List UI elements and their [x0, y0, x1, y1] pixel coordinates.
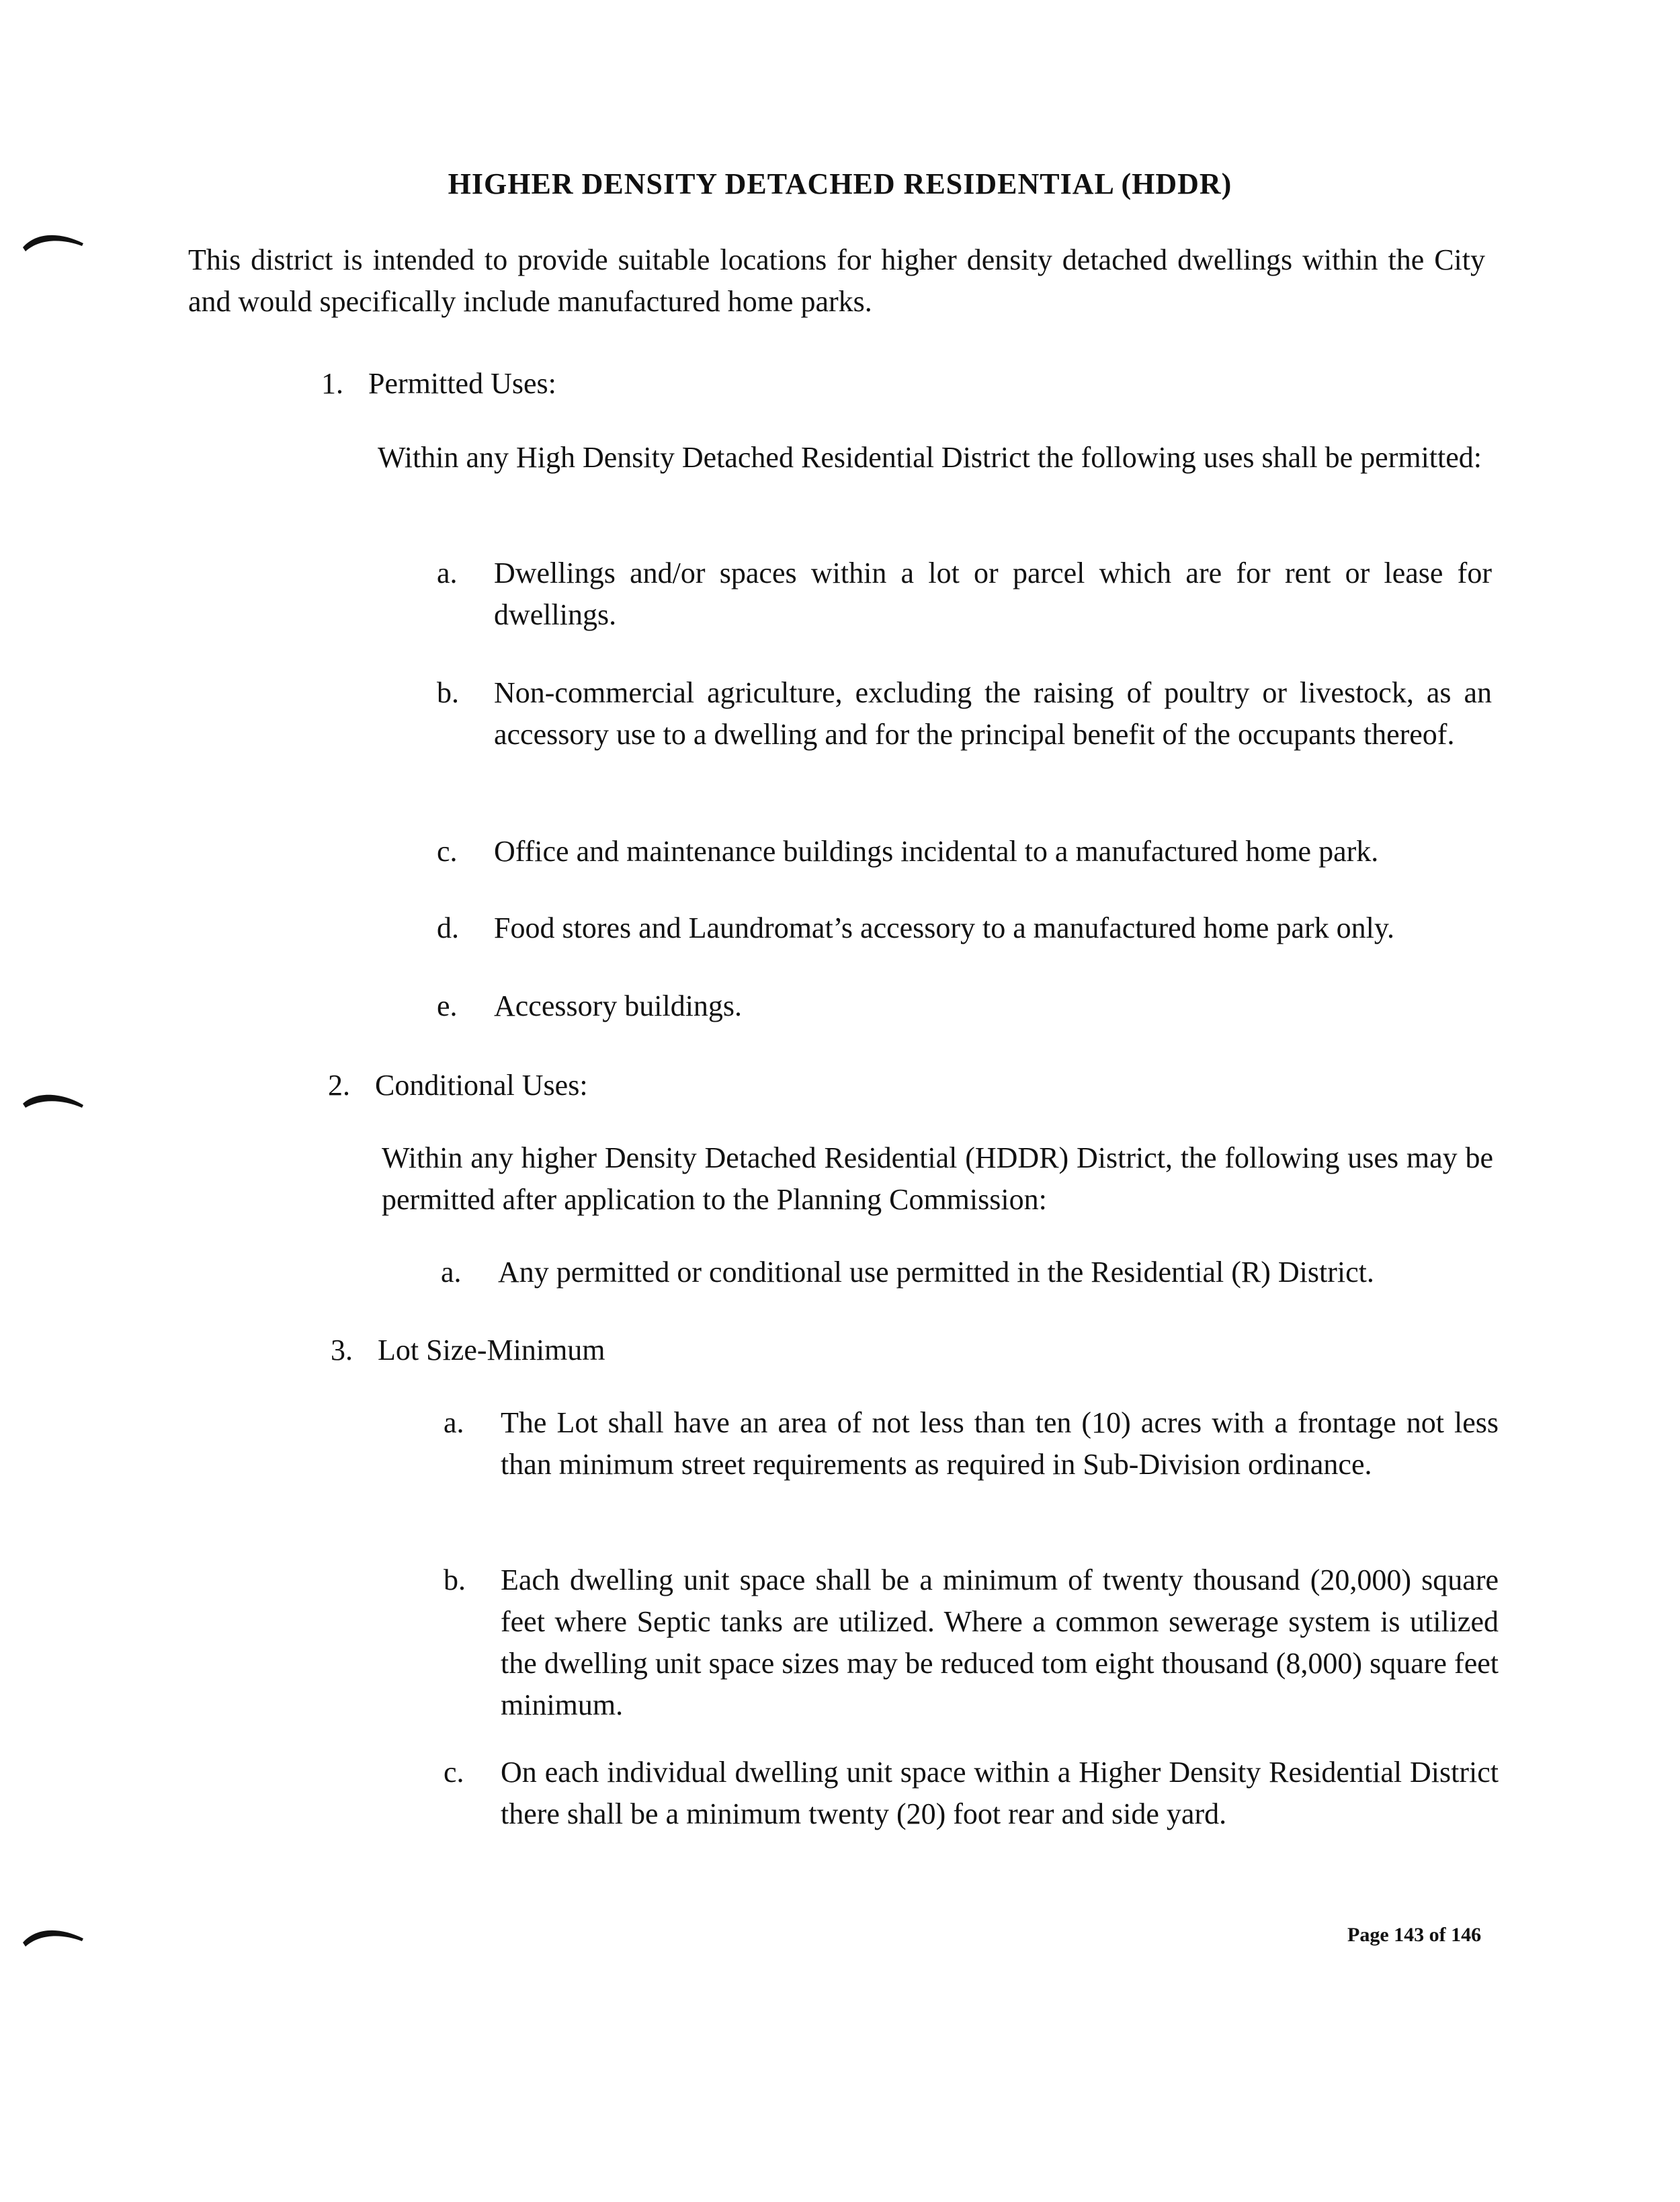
item-letter: b.: [437, 676, 459, 709]
item-letter: c.: [437, 835, 458, 868]
section-lead: Within any High Density Detached Residential District the following uses shall be permitted:: [378, 441, 1482, 474]
list-item: [437, 907, 1492, 949]
page-number: Page 143 of 146: [1347, 1924, 1482, 1946]
item-letter: a.: [441, 1256, 462, 1289]
binder-hole-mark: [19, 1085, 86, 1112]
section-label: Conditional Uses:: [375, 1069, 588, 1102]
item-text: Accessory buildings.: [494, 989, 743, 1022]
list-item: [444, 1559, 1499, 1726]
item-letter: a.: [444, 1406, 464, 1439]
item-text: The Lot shall have an area of not less than ten (10) acres with a frontage not less than minimum street requirements as required in Sub-Division ordinance.: [501, 1406, 1499, 1481]
binder-hole-mark: [19, 1921, 86, 1948]
section-number: 1.: [321, 367, 343, 400]
binder-hole-mark: [19, 227, 86, 254]
item-letter: d.: [437, 911, 459, 944]
list-item: [437, 672, 1492, 756]
section-number: 2.: [328, 1069, 350, 1102]
item-text: On each individual dwelling unit space within a Higher Density Residential District there shall be a minimum twenty (20) foot rear and side yard.: [501, 1756, 1499, 1830]
item-text: Food stores and Laundromat’s accessory to a manufactured home park only.: [494, 911, 1394, 944]
list-item: [437, 831, 1492, 872]
list-item: [437, 553, 1492, 636]
item-letter: a.: [437, 557, 458, 589]
section-lead: Within any higher Density Detached Residential (HDDR) District, the following uses may be permitted after application to the Planning Commission:: [382, 1141, 1493, 1216]
document-title: HIGHER DENSITY DETACHED RESIDENTIAL (HDDR): [448, 167, 1232, 200]
section-label: Lot Size-Minimum: [378, 1334, 605, 1367]
list-item: [444, 1752, 1499, 1835]
section-label: Permitted Uses:: [368, 367, 556, 400]
item-text: Office and maintenance buildings incidental to a manufactured home park.: [494, 835, 1379, 868]
item-text: Non-commercial agriculture, excluding the raising of poultry or livestock, as an accessory use to a dwelling and for the principal benefit of the occupants thereof.: [494, 676, 1492, 751]
section-heading: [328, 1065, 588, 1106]
section-heading: [321, 363, 556, 405]
item-letter: e.: [437, 989, 458, 1022]
section-number: 3.: [331, 1334, 353, 1367]
intro-paragraph: This district is intended to provide suitable locations for higher density detached dwellings within the City and would specifically include manufactured home parks.: [188, 243, 1485, 318]
list-item: [444, 1402, 1499, 1485]
list-item: [437, 985, 1492, 1027]
list-item: [441, 1252, 1496, 1293]
item-text: Each dwelling unit space shall be a minimum of twenty thousand (20,000) square feet where Septic tanks are utilized. Where a common sewerage system is utilized the dwelling unit space sizes may be reduced tom eight thousand (8,000) square feet minimum.: [501, 1563, 1499, 1721]
item-text: Any permitted or conditional use permitted in the Residential (R) District.: [498, 1256, 1374, 1289]
item-letter: b.: [444, 1563, 466, 1596]
section-heading: [331, 1330, 605, 1371]
item-letter: c.: [444, 1756, 464, 1789]
item-text: Dwellings and/or spaces within a lot or parcel which are for rent or lease for dwellings.: [494, 557, 1492, 631]
